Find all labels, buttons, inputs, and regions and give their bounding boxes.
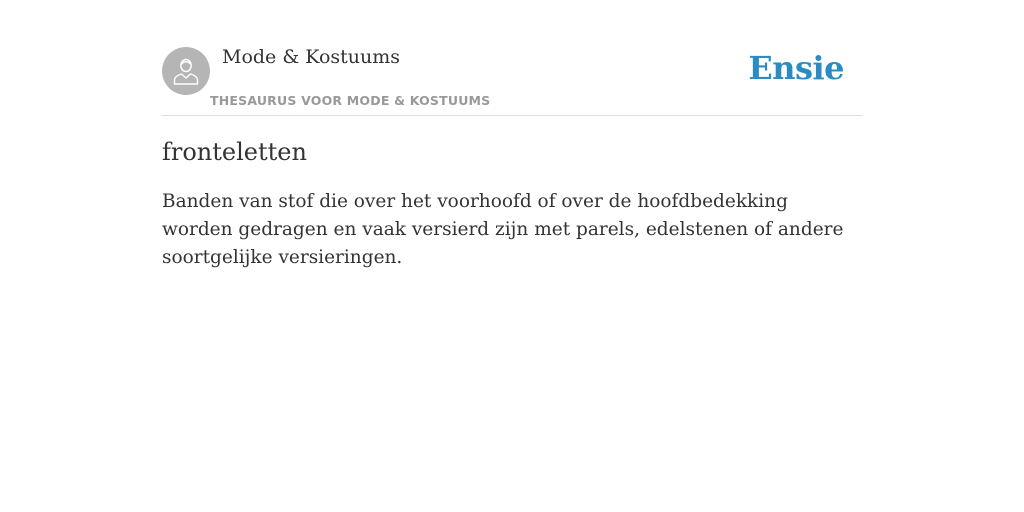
user-icon bbox=[171, 56, 201, 86]
brand-logo[interactable]: Ensie bbox=[748, 49, 844, 87]
source-avatar[interactable] bbox=[162, 47, 210, 95]
entry-definition: Banden van stof die over het voorhoofd of over de hoofdbedekking worden gedragen en vaak versierd zijn met parels, edelstenen of andere soortgelijke versieringen. bbox=[162, 191, 844, 268]
entry-term: fronteletten bbox=[162, 138, 307, 166]
source-title-link[interactable]: Mode & Kostuums bbox=[222, 46, 401, 68]
source-subtitle: THESAURUS VOOR MODE & KOSTUUMS bbox=[210, 93, 491, 108]
source-header bbox=[162, 45, 862, 116]
entry-card bbox=[162, 45, 862, 272]
